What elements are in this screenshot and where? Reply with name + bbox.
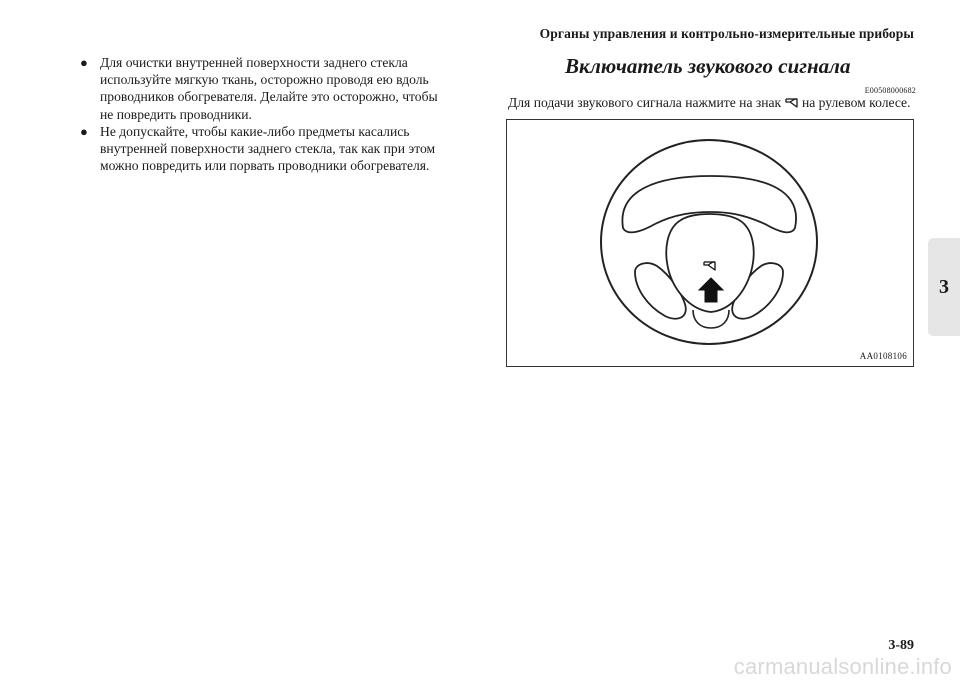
bullet-dot-icon: ● — [80, 55, 88, 70]
watermark: carmanualsonline.info — [733, 654, 952, 679]
page-header-section-title: Органы управления и контрольно-измерительные приборы — [539, 26, 914, 41]
bullet-text: Не допускайте, чтобы какие-либо предметы касались внутренней поверхности заднего стекла, так как при этом можно повредить или порвать проводники обогревателя. — [100, 123, 436, 174]
section-title: Включатель звукового сигнала — [565, 54, 851, 78]
page-number: 3-89 — [888, 638, 914, 653]
bullet-item — [78, 123, 448, 175]
instruction-text — [508, 94, 920, 111]
steering-wheel-figure — [506, 119, 914, 367]
instruction-before: Для подачи звукового сигнала нажмите на знак — [508, 95, 782, 110]
chapter-tab-label: 3 — [939, 275, 949, 298]
instruction-after: на рулевом колесе. — [801, 95, 911, 110]
figure-code: AA0108106 — [859, 351, 907, 361]
bullet-text: Для очистки внутренней поверхности заднего стекла используйте мягкую ткань, осторожно проводя ею вдоль проводников обогревателя. Делайте это осторожно, чтобы не повредить проводники. — [100, 55, 438, 122]
steering-wheel-illustration — [507, 120, 913, 366]
bullet-item — [78, 54, 448, 123]
horn-icon — [785, 98, 799, 108]
left-column — [78, 54, 448, 174]
chapter-tab — [928, 238, 960, 336]
bullet-dot-icon: ● — [80, 123, 88, 139]
section-code: E00508000682 — [864, 86, 916, 95]
